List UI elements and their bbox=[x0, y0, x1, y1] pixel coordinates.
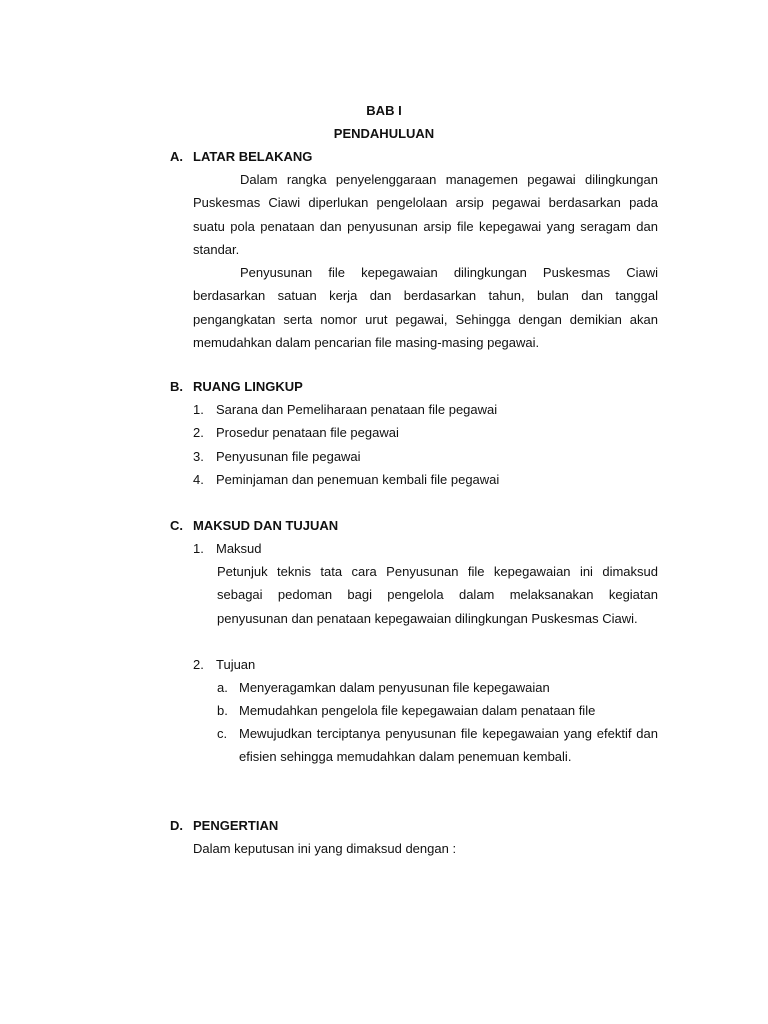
tujuan-label bbox=[193, 657, 255, 673]
section-d-letter: D. bbox=[170, 818, 183, 833]
tujuan-item-text: Menyeragamkan dalam penyusunan file kepegawaian bbox=[239, 680, 550, 695]
section-a-paragraph-1-text: Dalam rangka penyelenggaraan managemen pegawai dilingkungan Puskesmas Ciawi diperlukan pengelolaan arsip pegawai berdasarkan pada suatu pola penataan dan penyusunan arsip file kepegawai yang seragam dan standar. bbox=[193, 172, 658, 257]
tujuan-item-text: Memudahkan pengelola file kepegawaian dalam penataan file bbox=[239, 703, 596, 718]
list-item-number: 1. bbox=[193, 402, 204, 417]
list-item-number: 2. bbox=[193, 425, 204, 440]
tujuan-item-letter: a. bbox=[217, 680, 228, 695]
list-item-number: 3. bbox=[193, 449, 204, 464]
tujuan-number: 2. bbox=[193, 657, 204, 672]
list-item-number: 4. bbox=[193, 472, 204, 487]
section-c-title: MAKSUD DAN TUJUAN bbox=[193, 518, 339, 533]
maksud-paragraph: Petunjuk teknis tata cara Penyusunan file kepegawaian ini dimaksud sebagai pedoman bagi pengelola dalam melaksanakan kegiatan penyusunan dan penataan kepegawaian dilingkungan Puskesmas Ciawi. bbox=[217, 564, 658, 626]
section-a-heading bbox=[170, 149, 312, 164]
maksud-label-text: Maksud bbox=[216, 541, 262, 556]
list-item bbox=[193, 402, 497, 418]
section-c-letter: C. bbox=[170, 518, 183, 533]
tujuan-item-letter: c. bbox=[217, 726, 228, 741]
section-b-letter: B. bbox=[170, 379, 183, 394]
chapter-number: BAB I bbox=[366, 103, 402, 118]
tujuan-item bbox=[217, 680, 550, 696]
section-a-paragraph-2 bbox=[193, 261, 658, 354]
chapter-title: PENDAHULUAN bbox=[333, 126, 435, 141]
tujuan-item-text: Mewujudkan terciptanya penyusunan file kepegawaian yang efektif dan efisien sehingga memudahkan dalam penemuan kembali. bbox=[239, 726, 658, 765]
list-item-text: Peminjaman dan penemuan kembali file pegawai bbox=[216, 472, 500, 487]
section-a-letter: A. bbox=[170, 149, 183, 164]
section-b-heading bbox=[170, 379, 303, 394]
tujuan-label-text: Tujuan bbox=[216, 657, 256, 672]
list-item bbox=[193, 472, 499, 488]
section-a-title: LATAR BELAKANG bbox=[193, 149, 313, 164]
section-d-heading bbox=[170, 818, 278, 833]
list-item-text: Prosedur penataan file pegawai bbox=[216, 425, 399, 440]
section-d-text: Dalam keputusan ini yang dimaksud dengan : bbox=[193, 841, 457, 856]
section-d-title: PENGERTIAN bbox=[193, 818, 279, 833]
maksud-label bbox=[193, 541, 262, 557]
section-c-heading bbox=[170, 518, 338, 533]
tujuan-item bbox=[217, 703, 595, 719]
section-a-paragraph-2-text: Penyusunan file kepegawaian dilingkungan Puskesmas Ciawi berdasarkan satuan kerja dan berdasarkan tahun, bulan dan tanggal pengangkatan serta nomor urut pegawai, Sehingga dengan demikian akan memudahkan dalam pencarian file masing-masing pegawai. bbox=[193, 265, 658, 350]
list-item bbox=[193, 425, 399, 441]
list-item-text: Penyusunan file pegawai bbox=[216, 449, 361, 464]
list-item bbox=[193, 449, 361, 465]
section-a-paragraph-1 bbox=[193, 168, 658, 261]
tujuan-item bbox=[217, 726, 239, 742]
list-item-text: Sarana dan Pemeliharaan penataan file pegawai bbox=[216, 402, 498, 417]
section-b-title: RUANG LINGKUP bbox=[193, 379, 303, 394]
tujuan-item-letter: b. bbox=[217, 703, 228, 718]
maksud-number: 1. bbox=[193, 541, 204, 556]
